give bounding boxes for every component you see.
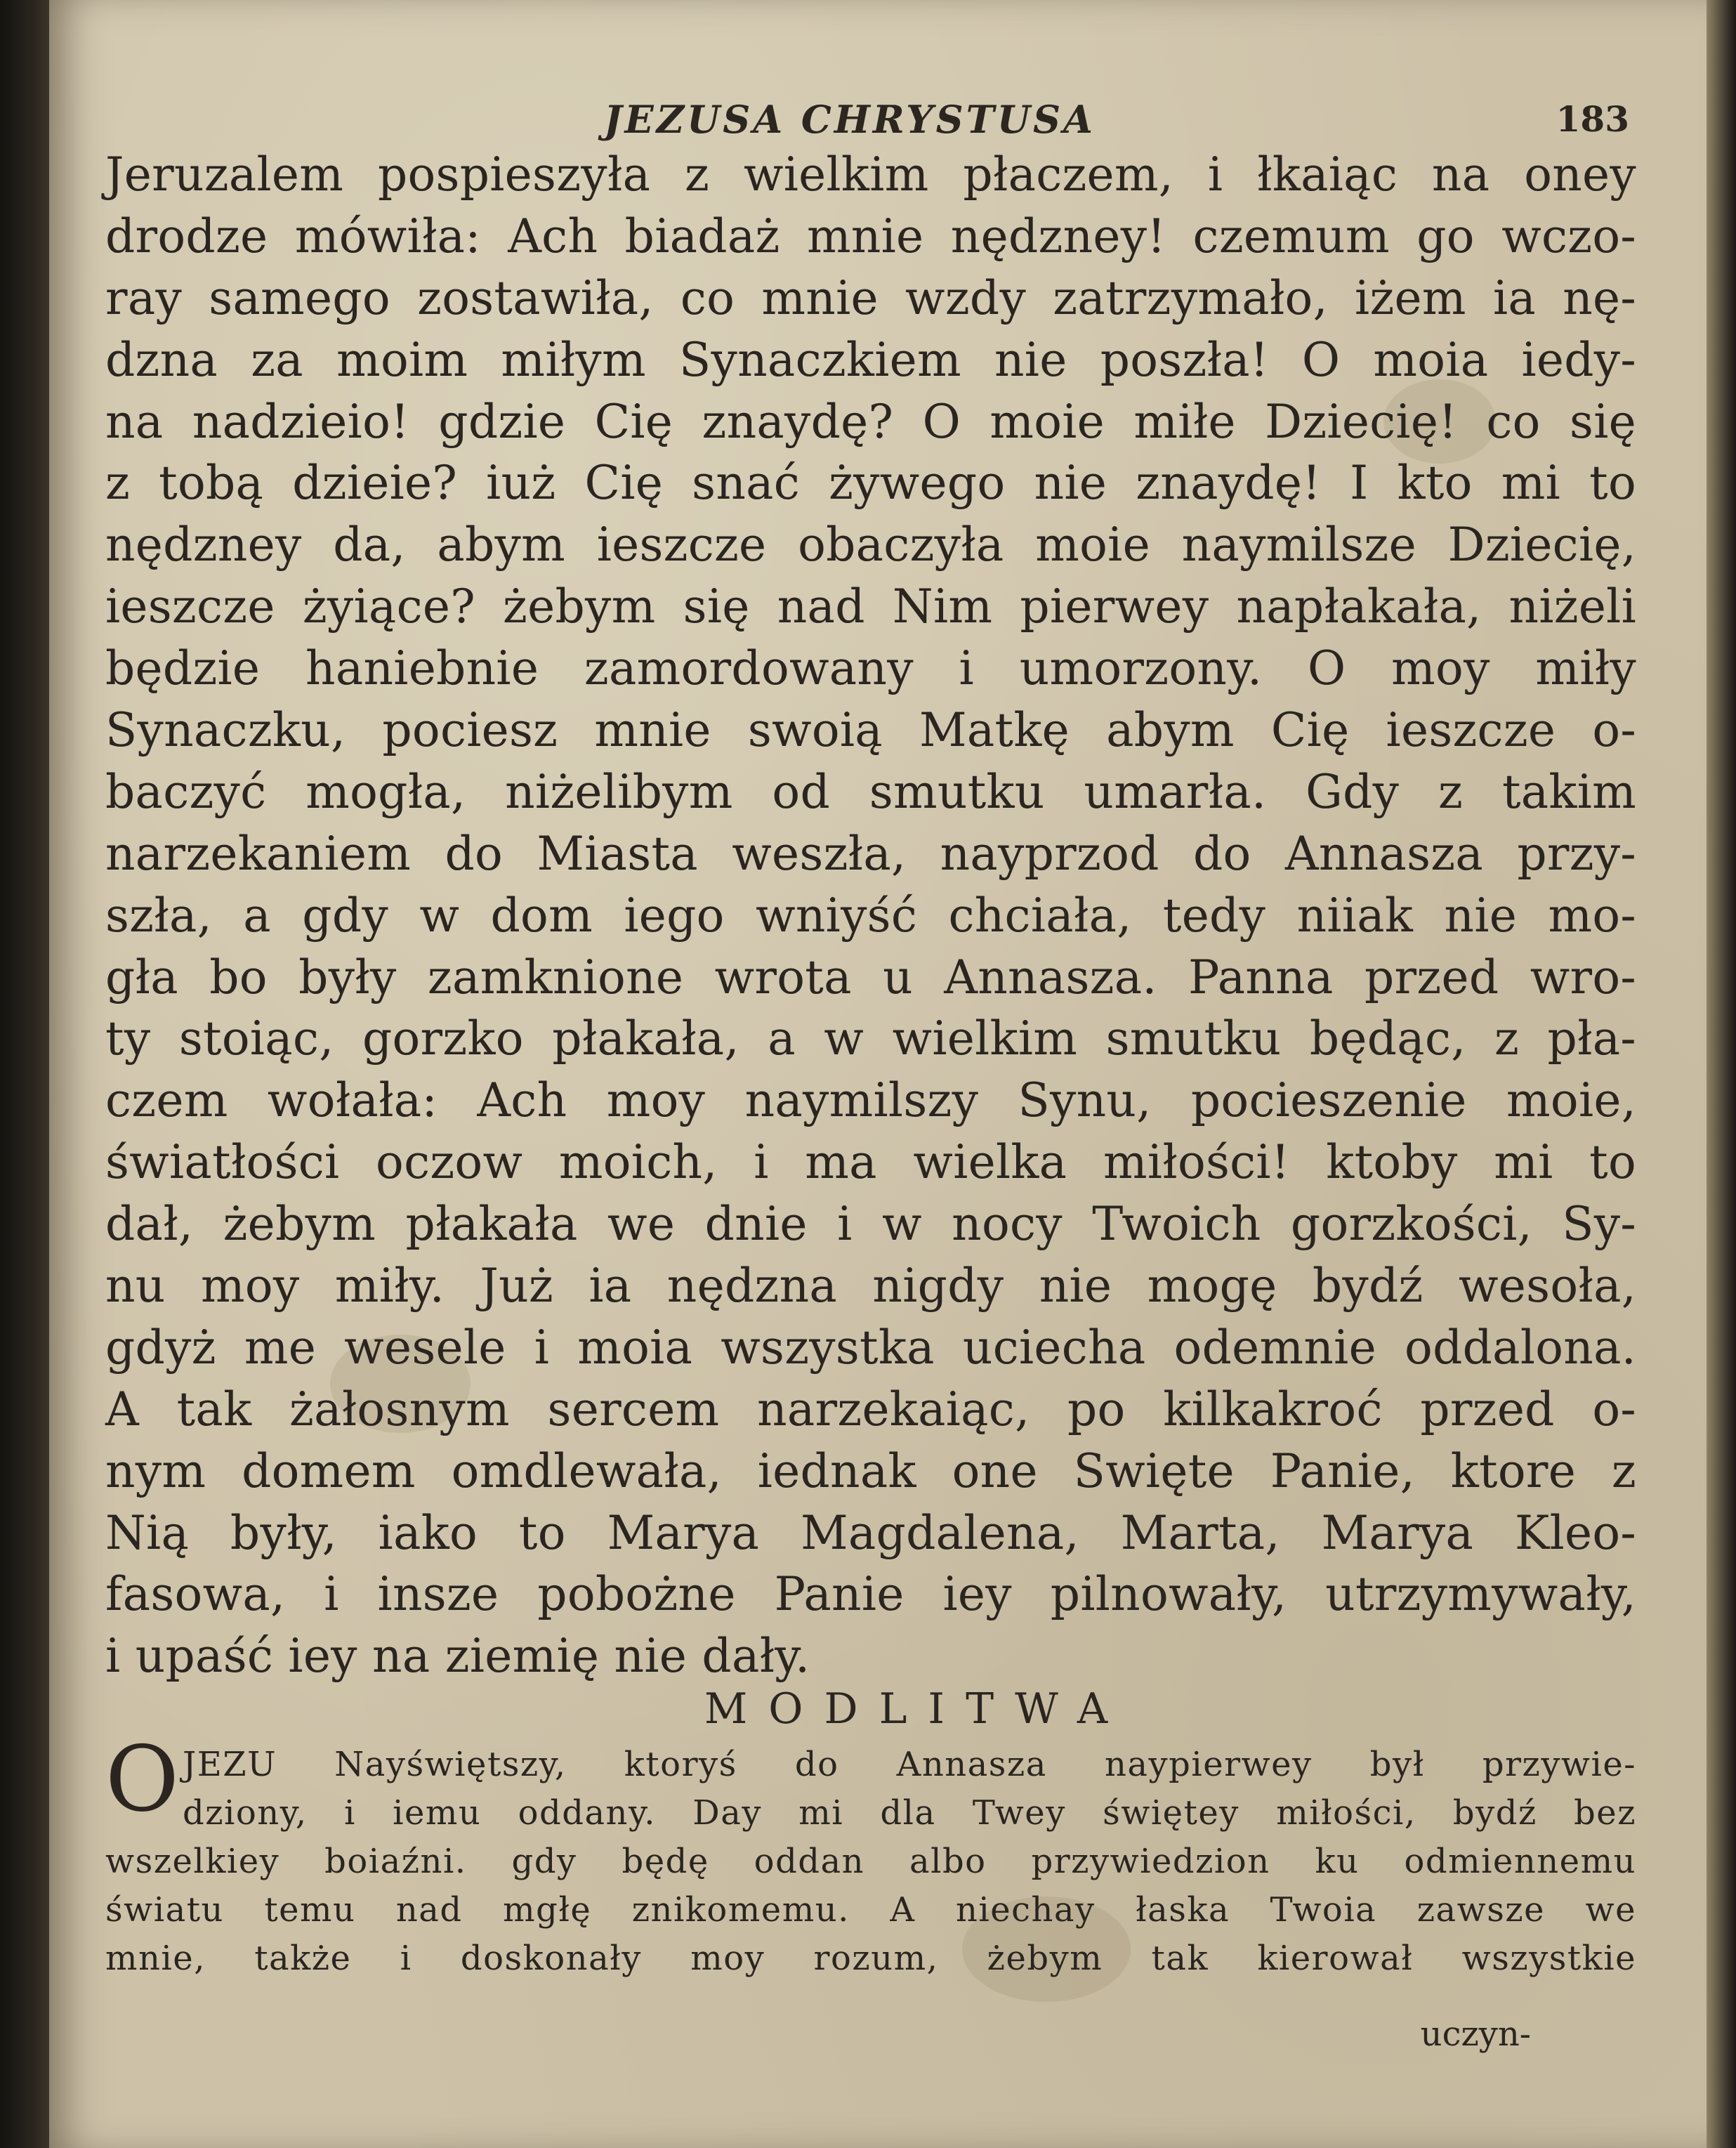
text-line: gła bo były zamknione wrota u Annasza. Panna przed wro- xyxy=(105,950,1636,1004)
text-line: dzna za moim miłym Synaczkiem nie poszła! O moia iedy- xyxy=(105,332,1636,387)
prayer-line: światu temu nad mgłę znikomemu. A niechay łaska Twoia zawsze we xyxy=(105,1890,1636,1930)
text-line: A tak żałosnym sercem narzekaiąc, po kilkakroć przed o- xyxy=(105,1382,1636,1436)
main-text-block xyxy=(105,144,1636,1687)
prayer-line: JEZU Nayświętszy, ktoryś do Annasza naypierwey był przywie- xyxy=(183,1745,1636,1784)
text-line: z tobą dzieie? iuż Cię snać żywego nie znaydę! I kto mi to xyxy=(105,456,1636,511)
text-line: na nadzieio! gdzie Cię znaydę? O moie miłe Dziecię! co się xyxy=(105,394,1636,449)
page-edge-shadow xyxy=(1707,0,1736,2148)
text-line: szła, a gdy w dom iego wniyść chciała, tedy niiak nie mo- xyxy=(105,888,1636,943)
prayer-block xyxy=(105,1727,1636,1983)
book-page xyxy=(49,0,1707,2148)
text-line: ray samego zostawiła, co mnie wzdy zatrzymało, iżem ia nę- xyxy=(105,270,1636,325)
text-line: Synaczku, pociesz mnie swoią Matkę abym Cię ieszcze o- xyxy=(105,703,1636,758)
text-line: nędzney da, abym ieszcze obaczyła moie naymilsze Dziecię, xyxy=(105,518,1636,572)
text-line: gdyż me wesele i moia wszystka uciecha odemnie oddalona. xyxy=(105,1320,1636,1375)
drop-cap: O xyxy=(105,1727,179,1832)
text-line: ty stoiąc, gorzko płakała, a w wielkim smutku będąc, z pła- xyxy=(105,1011,1636,1066)
text-line: Nią były, iako to Marya Magdalena, Marta, Marya Kleo- xyxy=(105,1505,1636,1560)
prayer-line: mnie, także i doskonały moy rozum, żebym tak kierował wszystkie xyxy=(105,1939,1636,1978)
prayer-heading: MODLITWA xyxy=(704,1684,1129,1734)
catchword: uczyn- xyxy=(1420,2015,1531,2054)
text-line: będzie haniebnie zamordowany i umorzony. O moy miły xyxy=(105,641,1636,696)
page-number: 183 xyxy=(1556,98,1629,140)
text-line: fasowa, i insze pobożne Panie iey pilnowały, utrzymywały, xyxy=(105,1567,1636,1622)
text-line: dał, żebym płakała we dnie i w nocy Twoich gorzkości, Sy- xyxy=(105,1197,1636,1252)
text-line: nu moy miły. Już ia nędzna nigdy nie mogę bydź wesoła, xyxy=(105,1259,1636,1314)
text-line: drodze mówiła: Ach biadaż mnie nędzney! czemum go wczo- xyxy=(105,209,1636,263)
prayer-line: wszelkiey boiaźni. gdy będę oddan albo przywiedzion ku odmiennemu xyxy=(105,1842,1636,1881)
prayer-line: dziony, i iemu oddany. Day mi dla Twey świętey miłości, bydź bez xyxy=(183,1793,1636,1833)
text-line: Jeruzalem pospieszyła z wielkim płaczem, i łkaiąc na oney xyxy=(105,148,1636,202)
text-line: czem wołała: Ach moy naymilszy Synu, pocieszenie moie, xyxy=(105,1073,1636,1128)
text-line: narzekaniem do Miasta weszła, nayprzod do Annasza przy- xyxy=(105,826,1636,881)
text-line: i upaść iey na ziemię nie dały. xyxy=(105,1629,810,1684)
text-line: nym domem omdlewała, iednak one Swięte Panie, ktore z xyxy=(105,1443,1636,1498)
running-title: JEZUSA CHRYSTUSA xyxy=(604,97,1096,142)
text-line: ieszcze żyiące? żebym się nad Nim pierwey napłakała, niżeli xyxy=(105,579,1636,634)
text-line: baczyć mogła, niżelibym od smutku umarła. Gdy z takim xyxy=(105,764,1636,819)
text-line: światłości oczow moich, i ma wielka miłości! ktoby mi to xyxy=(105,1135,1636,1190)
